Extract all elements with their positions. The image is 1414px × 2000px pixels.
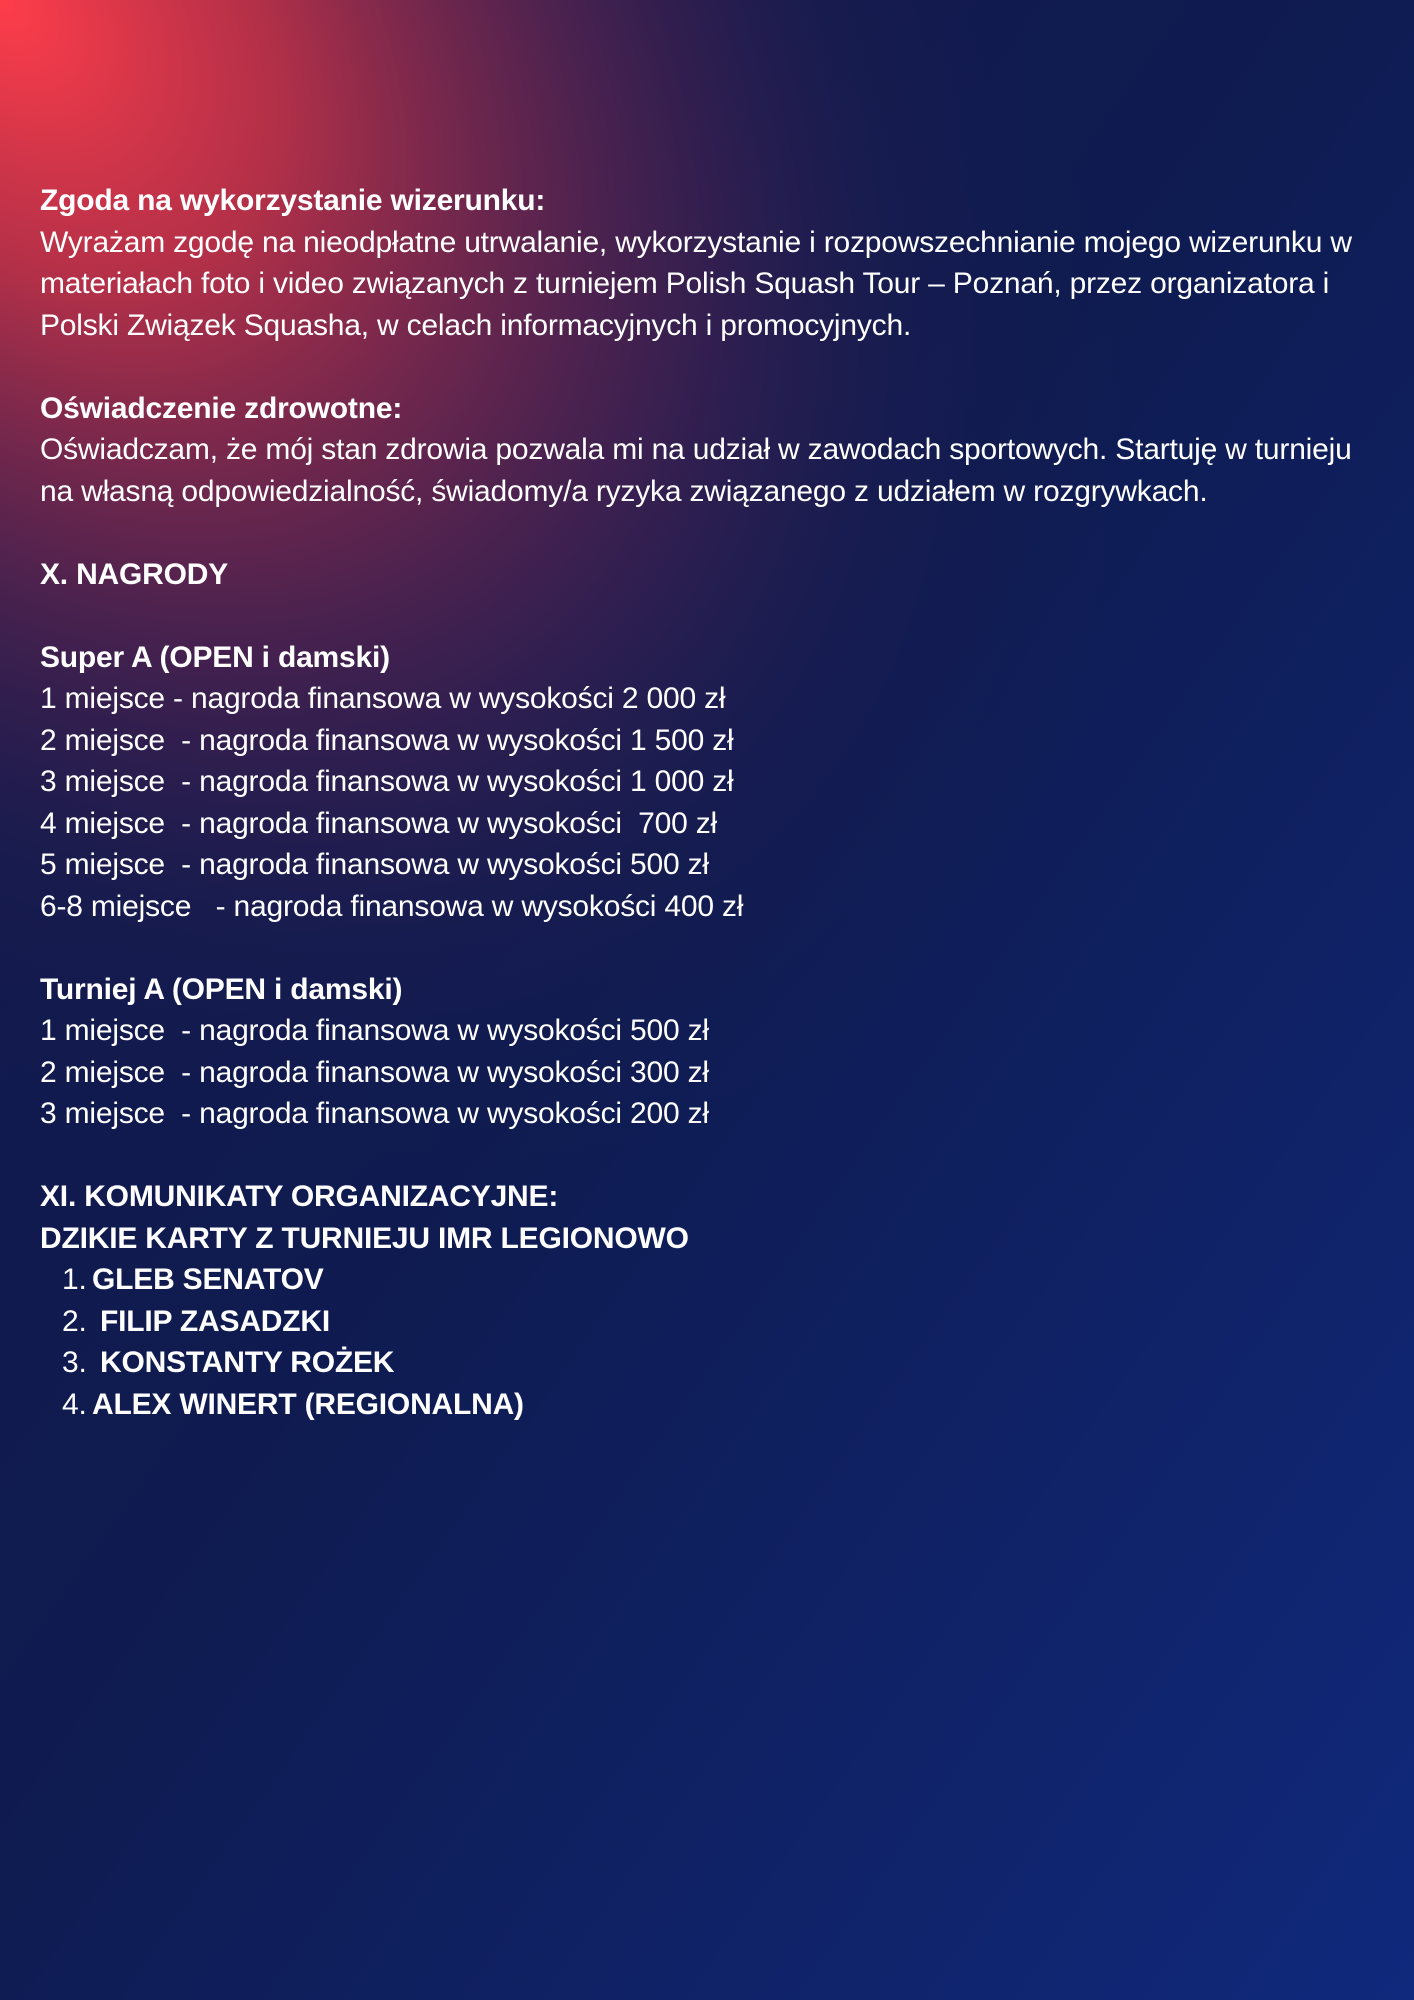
image-consent-section — [40, 180, 1370, 346]
image-consent-heading: Zgoda na wykorzystanie wizerunku: — [40, 184, 546, 217]
wildcards-list — [40, 1259, 1370, 1425]
super-a-prizes — [40, 637, 1370, 928]
prizes-heading: X. NAGRODY — [40, 557, 229, 591]
list-number: 3. — [62, 1346, 87, 1379]
wildcard-name: KONSTANTY ROŻEK — [100, 1346, 395, 1379]
health-statement-section — [40, 388, 1370, 513]
prize-line: 2 miejsce - nagroda finansowa w wysokości 300 zł — [40, 1055, 709, 1089]
wildcard-name: GLEB SENATOV — [92, 1263, 324, 1296]
list-item — [62, 1301, 1370, 1343]
turniej-a-prizes — [40, 969, 1370, 1135]
list-item — [62, 1259, 1370, 1301]
prize-line: 1 miejsce - nagroda finansowa w wysokości 2 000 zł — [40, 682, 726, 715]
prize-line: 3 miejsce - nagroda finansowa w wysokości 1 000 zł — [40, 765, 734, 798]
list-number: 1. — [62, 1263, 87, 1296]
list-item — [62, 1384, 1370, 1426]
image-consent-text: Wyrażam zgodę na nieodpłatne utrwalanie, wykorzystanie i rozpowszechnianie mojego wizerunku w materiałach foto i video związanych z turniejem Polish Squash Tour – Poznań, przez organizatora i Polski Związek Squasha, w celach informacyjnych i promocyjnych. — [40, 225, 1352, 342]
health-statement-heading: Oświadczenie zdrowotne: — [40, 391, 403, 425]
prize-line: 1 miejsce - nagroda finansowa w wysokości 500 zł — [40, 1014, 709, 1047]
wildcard-name: FILIP ZASADZKI — [100, 1304, 330, 1338]
super-a-heading: Super A (OPEN i damski) — [40, 640, 390, 674]
prize-line: 5 miejsce - nagroda finansowa w wysokości 500 zł — [40, 848, 709, 881]
wildcards-subheading: DZIKIE KARTY Z TURNIEJU IMR LEGIONOWO — [40, 1221, 689, 1255]
prize-line: 4 miejsce - nagroda finansowa w wysokości 700 zł — [40, 806, 717, 840]
health-statement-text: Oświadczam, że mój stan zdrowia pozwala mi na udział w zawodach sportowych. Startuję w turnieju na własną odpowiedzialność, świadomy/a ryzyka związanego z udziałem w rozgrywkach. — [40, 433, 1352, 508]
announcements-section — [40, 1176, 1370, 1425]
announcements-heading: XI. KOMUNIKATY ORGANIZACYJNE: — [40, 1180, 559, 1213]
list-item — [62, 1342, 1370, 1384]
document-content — [40, 180, 1370, 1425]
prize-line: 2 miejsce - nagroda finansowa w wysokości 1 500 zł — [40, 723, 734, 757]
turniej-a-heading: Turniej A (OPEN i damski) — [40, 972, 403, 1006]
prize-line: 3 miejsce - nagroda finansowa w wysokości 200 zł — [40, 1097, 709, 1130]
prize-line: 6-8 miejsce - nagroda finansowa w wysokości 400 zł — [40, 889, 744, 923]
list-number: 2. — [62, 1304, 87, 1338]
list-number: 4. — [62, 1387, 87, 1421]
wildcard-name: ALEX WINERT (REGIONALNA) — [92, 1387, 524, 1421]
